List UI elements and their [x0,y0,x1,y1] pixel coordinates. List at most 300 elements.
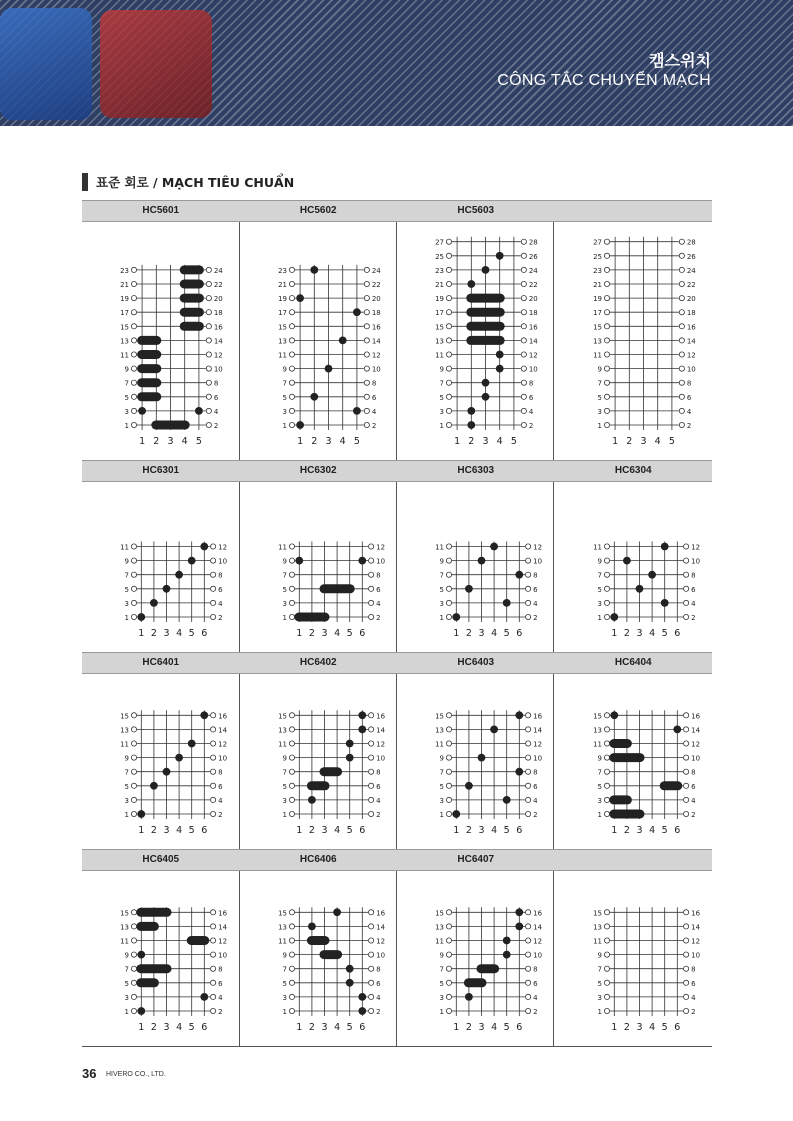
terminal-node [364,267,369,272]
position-label: 3 [320,628,328,639]
terminal-node [526,924,531,929]
terminal-node [131,558,136,563]
contact-dot [200,993,208,1001]
header-banner [0,0,793,126]
diagram-title: HC6301 [82,460,240,482]
terminal-node [446,994,451,999]
terminal-label-left: 9 [282,951,287,960]
terminal-label-left: 5 [439,585,444,594]
terminal-node [368,713,373,718]
terminal-label-right: 20 [371,295,381,304]
terminal-label-right: 12 [371,351,381,360]
terminal-node [368,614,373,619]
diagram-cell [397,652,555,849]
terminal-label-left: 13 [120,337,129,346]
terminal-node [289,366,294,371]
terminal-label-left: 9 [439,951,444,960]
terminal-label-right: 4 [375,599,381,608]
position-label: 3 [163,825,170,836]
position-label: 3 [639,436,647,447]
terminal-label-right: 12 [213,351,223,360]
terminal-label-right: 14 [686,337,696,346]
terminal-node [446,296,451,301]
terminal-label-right: 2 [371,422,376,430]
terminal-node [131,755,136,760]
contact-dot [138,407,146,415]
terminal-label-left: 11 [277,351,287,360]
terminal-label-right: 6 [686,393,691,402]
terminal-node [211,966,216,971]
contact-dot [482,379,490,387]
terminal-label-left: 5 [597,979,602,988]
position-label: 2 [468,436,475,447]
terminal-node [526,994,531,999]
terminal-label-right: 10 [690,754,700,763]
terminal-node [604,572,609,577]
terminal-label-right: 10 [686,365,696,374]
terminal-label-left: 5 [124,585,129,594]
terminal-node [679,253,684,258]
terminal-node [526,952,531,957]
terminal-label-right: 4 [528,407,534,416]
terminal-node [604,558,609,563]
terminal-node [368,938,373,943]
terminal-label-right: 2 [690,1008,696,1016]
position-label: 1 [453,825,460,836]
terminal-label-left: 3 [282,993,287,1002]
terminal-node [446,408,451,413]
terminal-label-right: 12 [533,740,543,749]
terminal-node [526,938,531,943]
diagram-title: HC6304 [555,460,713,482]
contact-dot [515,571,523,579]
terminal-label-right: 16 [375,712,385,721]
contact-dot [496,252,504,260]
position-label: 2 [623,825,630,836]
contact-dot [623,557,631,565]
terminal-label-right: 22 [686,281,696,289]
circuit-diagram [397,482,555,652]
terminal-node [526,727,531,732]
position-label: 4 [654,436,661,447]
diagram-title: HC6303 [397,460,555,482]
terminal-node [683,755,688,760]
terminal-label-left: 27 [592,238,602,247]
contact-bar [180,294,204,303]
circuit-diagram [397,674,555,849]
terminal-node [368,769,373,774]
contact-dot [465,782,473,790]
position-label: 6 [673,628,680,639]
diagram-cell [240,460,398,652]
terminal-label-right: 14 [218,726,228,735]
terminal-node [683,558,688,563]
circuit-diagram [555,674,713,849]
terminal-node [131,366,136,371]
contact-dot [610,711,618,719]
contact-dot [333,908,341,916]
terminal-label-left: 13 [277,923,287,932]
terminal-node [289,924,294,929]
terminal-node [683,741,688,746]
terminal-node [206,296,211,301]
contact-bar [319,767,342,776]
terminal-label-right: 8 [218,571,223,580]
terminal-node [604,811,609,816]
terminal-node [289,741,294,746]
terminal-label-right: 12 [218,543,228,552]
terminal-node [526,966,531,971]
terminal-node [211,727,216,732]
terminal-label-left: 15 [120,712,129,721]
contact-dot [515,768,523,776]
terminal-node [211,910,216,915]
terminal-node [604,253,609,258]
terminal-label-right: 4 [690,993,696,1002]
circuit-diagram [555,871,713,1046]
terminal-node [289,338,294,343]
terminal-node [679,296,684,301]
position-label: 3 [635,1022,643,1033]
terminal-label-right: 12 [533,937,543,946]
terminal-node [131,324,136,329]
terminal-node [289,952,294,957]
terminal-node [131,952,136,957]
terminal-label-right: 8 [375,768,381,777]
terminal-node [446,966,451,971]
terminal-label-left: 11 [120,937,129,946]
terminal-label-left: 19 [277,295,287,304]
contact-dot [150,599,158,607]
diagram-title: HC6302 [240,460,398,482]
terminal-node [604,783,609,788]
terminal-node [446,614,451,619]
terminal-node [521,352,526,357]
diagram-title: HC6405 [82,849,240,871]
position-label: 1 [296,436,303,447]
position-label: 5 [195,436,202,447]
terminal-label-right: 8 [533,965,538,974]
diagram-cell [82,200,240,460]
diagram-cell [555,460,713,652]
position-label: 2 [150,1022,157,1033]
terminal-node [211,938,216,943]
contact-bar [137,336,161,345]
terminal-label-left: 1 [282,614,287,622]
terminal-label-right: 8 [371,379,376,388]
terminal-node [289,558,294,563]
terminal-label-left: 15 [592,909,602,918]
terminal-label-left: 1 [124,811,129,819]
terminal-node [526,544,531,549]
terminal-label-left: 5 [439,393,444,402]
terminal-label-right: 16 [375,909,385,918]
terminal-node [604,727,609,732]
position-label: 1 [453,628,460,639]
terminal-node [131,938,136,943]
position-label: 2 [465,1022,472,1033]
terminal-node [211,713,216,718]
position-label: 5 [661,1022,668,1033]
contact-bar [477,964,500,973]
terminal-label-right: 4 [375,796,381,805]
terminal-label-right: 16 [218,909,228,918]
terminal-label-right: 6 [690,585,696,594]
terminal-label-left: 11 [592,740,602,749]
terminal-node [446,572,451,577]
circuit-diagram [82,674,240,849]
diagram-cell [240,200,398,460]
terminal-label-right: 8 [533,768,538,777]
contact-dot [660,543,668,551]
terminal-node [364,394,369,399]
terminal-label-left: 27 [435,238,444,247]
terminal-label-left: 3 [124,407,129,416]
terminal-node [131,544,136,549]
terminal-label-right: 2 [375,1008,381,1016]
position-label: 2 [308,628,315,639]
position-label: 6 [516,1022,523,1033]
terminal-node [368,811,373,816]
terminal-node [679,380,684,385]
terminal-node [289,600,294,605]
terminal-node [526,811,531,816]
terminal-label-left: 13 [120,726,129,735]
contact-dot [137,810,145,818]
terminal-node [683,952,688,957]
terminal-label-left: 15 [592,323,602,332]
terminal-label-right: 4 [533,796,538,805]
terminal-label-left: 7 [124,379,129,388]
contact-dot [150,782,158,790]
terminal-node [289,422,294,427]
terminal-node [446,394,451,399]
terminal-node [446,924,451,929]
terminal-node [211,994,216,999]
circuit-diagram [397,871,555,1046]
terminal-label-right: 26 [686,252,696,261]
contact-bar [466,294,504,303]
terminal-label-left: 15 [435,712,444,721]
contact-dot [175,754,183,762]
terminal-node [131,811,136,816]
terminal-node [131,586,136,591]
terminal-label-right: 4 [690,599,696,608]
diagram-title [555,849,713,871]
terminal-label-right: 10 [213,365,223,374]
terminal-label-left: 5 [597,585,602,594]
terminal-node [289,408,294,413]
position-label: 6 [358,825,365,836]
terminal-node [526,783,531,788]
terminal-label-left: 15 [120,909,129,918]
terminal-node [364,366,369,371]
contact-dot [478,557,486,565]
terminal-node [604,281,609,286]
position-label: 1 [610,628,617,639]
terminal-node [446,352,451,357]
terminal-label-right: 8 [213,379,219,388]
terminal-node [446,727,451,732]
terminal-node [683,994,688,999]
terminal-label-left: 9 [597,365,602,374]
terminal-node [683,797,688,802]
contact-bar [180,322,204,331]
terminal-node [131,572,136,577]
terminal-node [604,310,609,315]
terminal-label-left: 11 [592,543,602,552]
contact-dot [496,365,504,373]
contact-dot [452,613,460,621]
terminal-label-right: 14 [375,726,385,735]
terminal-label-right: 2 [686,422,691,430]
terminal-node [446,422,451,427]
terminal-label-right: 16 [533,712,543,721]
terminal-node [206,324,211,329]
terminal-node [368,910,373,915]
diagram-cell [240,849,398,1046]
terminal-label-left: 21 [277,281,287,289]
position-label: 5 [346,825,353,836]
terminal-label-right: 4 [218,993,223,1002]
contact-bar [319,950,342,959]
terminal-label-left: 3 [124,796,129,805]
terminal-node [604,586,609,591]
position-label: 4 [181,436,188,447]
position-label: 5 [661,628,668,639]
terminal-node [521,267,526,272]
terminal-node [289,352,294,357]
terminal-label-right: 4 [213,407,219,416]
terminal-label-right: 8 [218,768,223,777]
terminal-node [604,352,609,357]
terminal-label-right: 28 [686,238,696,247]
terminal-label-right: 16 [686,323,696,332]
contact-bar [609,739,632,748]
position-label: 6 [358,1022,365,1033]
terminal-label-left: 1 [597,1008,602,1016]
terminal-label-left: 7 [282,571,287,580]
terminal-label-right: 14 [533,726,543,735]
contact-dot [324,365,332,373]
position-label: 5 [503,825,510,836]
terminal-node [368,572,373,577]
terminal-node [604,544,609,549]
circuit-diagram [555,482,713,652]
terminal-label-left: 1 [282,811,287,819]
terminal-label-right: 4 [375,993,381,1002]
position-label: 4 [491,825,498,836]
contact-dot [515,711,523,719]
terminal-node [679,352,684,357]
terminal-label-left: 5 [124,979,129,988]
contact-bar [609,795,632,804]
terminal-label-left: 3 [282,796,287,805]
terminal-label-right: 6 [213,393,219,402]
terminal-node [604,713,609,718]
contact-dot [310,393,318,401]
terminal-label-right: 8 [686,379,691,388]
circuit-diagram [82,222,240,460]
terminal-label-right: 8 [528,379,534,388]
position-label: 4 [648,1022,655,1033]
section-heading [82,172,294,192]
terminal-node [368,994,373,999]
terminal-label-right: 24 [528,266,538,275]
terminal-label-right: 16 [528,323,538,332]
terminal-label-right: 2 [218,811,223,819]
position-label: 1 [610,1022,617,1033]
terminal-node [604,338,609,343]
contact-dot [353,308,361,316]
position-label: 2 [623,1022,630,1033]
terminal-label-right: 18 [528,309,538,318]
terminal-node [289,713,294,718]
contact-bar [187,936,210,945]
terminal-node [289,994,294,999]
contact-dot [358,557,366,565]
circuit-diagram [82,871,240,1046]
position-label: 1 [139,436,146,447]
terminal-node [521,253,526,258]
terminal-label-right: 12 [375,937,385,946]
terminal-label-right: 4 [533,599,538,608]
terminal-label-left: 5 [439,979,444,988]
terminal-label-right: 18 [213,309,223,318]
circuit-table [82,200,712,1047]
terminal-node [526,741,531,746]
diagram-cell [555,849,713,1046]
terminal-label-right: 16 [533,909,543,918]
terminal-node [211,600,216,605]
position-label: 4 [496,436,503,447]
contact-dot [163,768,171,776]
contact-dot [635,585,643,593]
terminal-node [211,586,216,591]
diagram-title: HC5603 [397,200,555,222]
position-label: 3 [320,825,328,836]
terminal-node [679,310,684,315]
terminal-label-left: 23 [120,266,129,275]
terminal-label-right: 28 [528,238,538,247]
banner-title-korean: 캠스위치 [649,51,711,70]
position-label: 4 [491,628,498,639]
terminal-node [131,966,136,971]
terminal-node [683,614,688,619]
terminal-node [289,797,294,802]
terminal-label-right: 2 [533,614,538,622]
banner-title-vietnamese: CÔNG TẮC CHUYỂN MẠCH [497,72,711,89]
terminal-label-left: 9 [124,754,129,763]
contact-dot [345,965,353,973]
terminal-label-left: 7 [597,379,602,388]
position-label: 2 [310,436,317,447]
terminal-label-right: 14 [690,923,700,932]
diagram-title: HC6402 [240,652,398,674]
terminal-node [446,769,451,774]
terminal-node [206,422,211,427]
contact-bar [180,308,204,317]
terminal-node [289,727,294,732]
terminal-label-right: 2 [533,1008,538,1016]
terminal-label-left: 11 [277,543,287,552]
contact-bar [180,265,204,274]
position-label: 6 [358,628,365,639]
contact-dot [515,908,523,916]
terminal-node [289,281,294,286]
contact-dot [296,421,304,429]
position-label: 4 [491,1022,498,1033]
